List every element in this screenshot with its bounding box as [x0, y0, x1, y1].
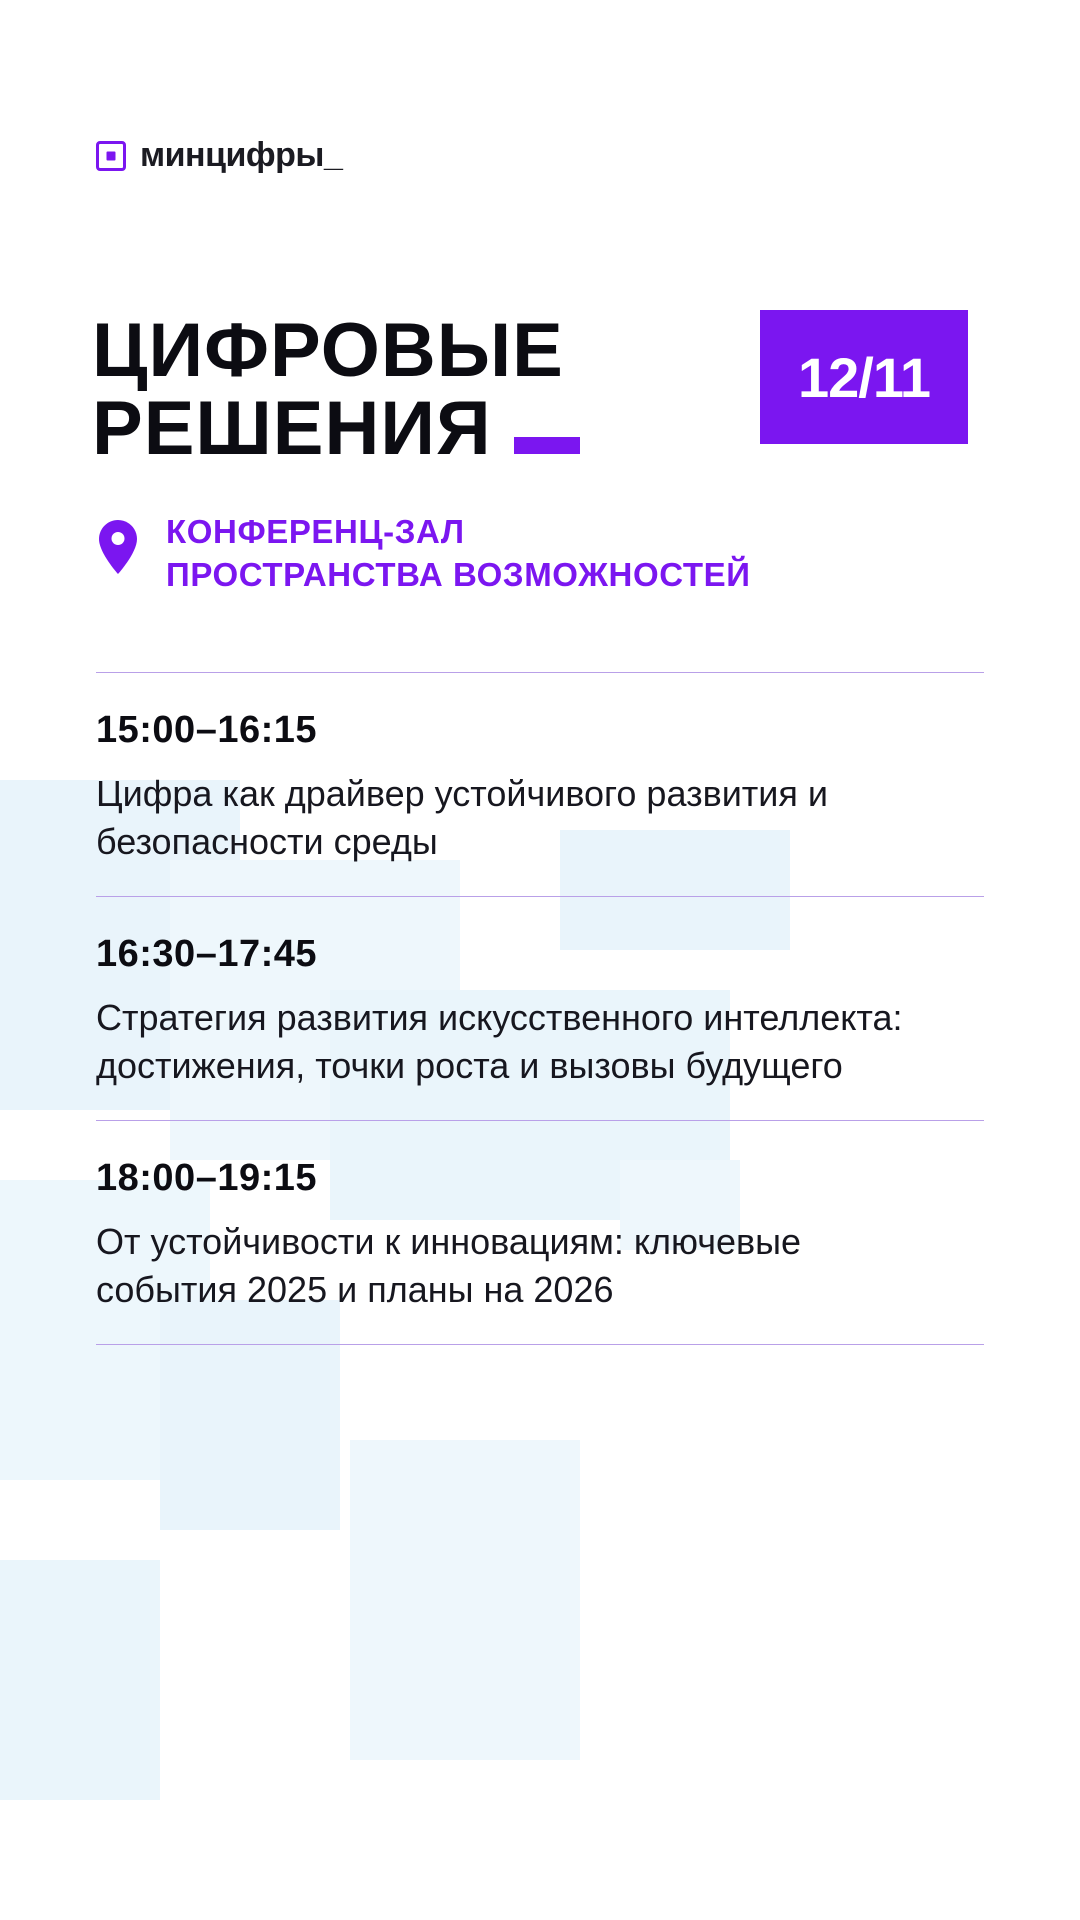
location-pin-icon — [96, 518, 140, 581]
venue-text — [166, 510, 751, 596]
venue-line-1: КОНФЕРЕНЦ-ЗАЛ — [166, 513, 465, 550]
brand-logo — [96, 136, 342, 175]
title-underscore-accent — [514, 437, 580, 454]
session-title: От устойчивости к инновациям: ключевые события 2025 и планы на 2026 — [96, 1221, 802, 1310]
session-time: 16:30–17:45 — [96, 933, 318, 975]
session-time: 15:00–16:15 — [96, 709, 318, 751]
title-line-2: РЕШЕНИЯ — [92, 386, 492, 471]
list-item — [96, 897, 984, 1120]
session-time: 18:00–19:15 — [96, 1157, 318, 1199]
venue-block — [96, 510, 751, 596]
list-item — [96, 673, 984, 896]
session-title: Цифра как драйвер устойчивого развития и безопасности среды — [96, 773, 829, 862]
venue-line-2: ПРОСТРАНСТВА ВОЗМОЖНОСТЕЙ — [166, 556, 751, 593]
list-item — [96, 1121, 984, 1344]
brand-logo-text: минцифры_ — [140, 136, 343, 174]
page-title — [92, 308, 792, 471]
title-line-2-row — [92, 386, 792, 471]
date-badge-text: 12/11 — [797, 345, 931, 409]
divider — [96, 1344, 984, 1345]
minzifry-square-icon — [96, 141, 126, 171]
session-title: Стратегия развития искусственного интеллекта: достижения, точки роста и вызовы будущего — [96, 997, 903, 1086]
title-line-1: ЦИФРОВЫЕ — [92, 308, 564, 393]
date-badge — [760, 310, 968, 444]
schedule-list — [96, 672, 984, 1345]
